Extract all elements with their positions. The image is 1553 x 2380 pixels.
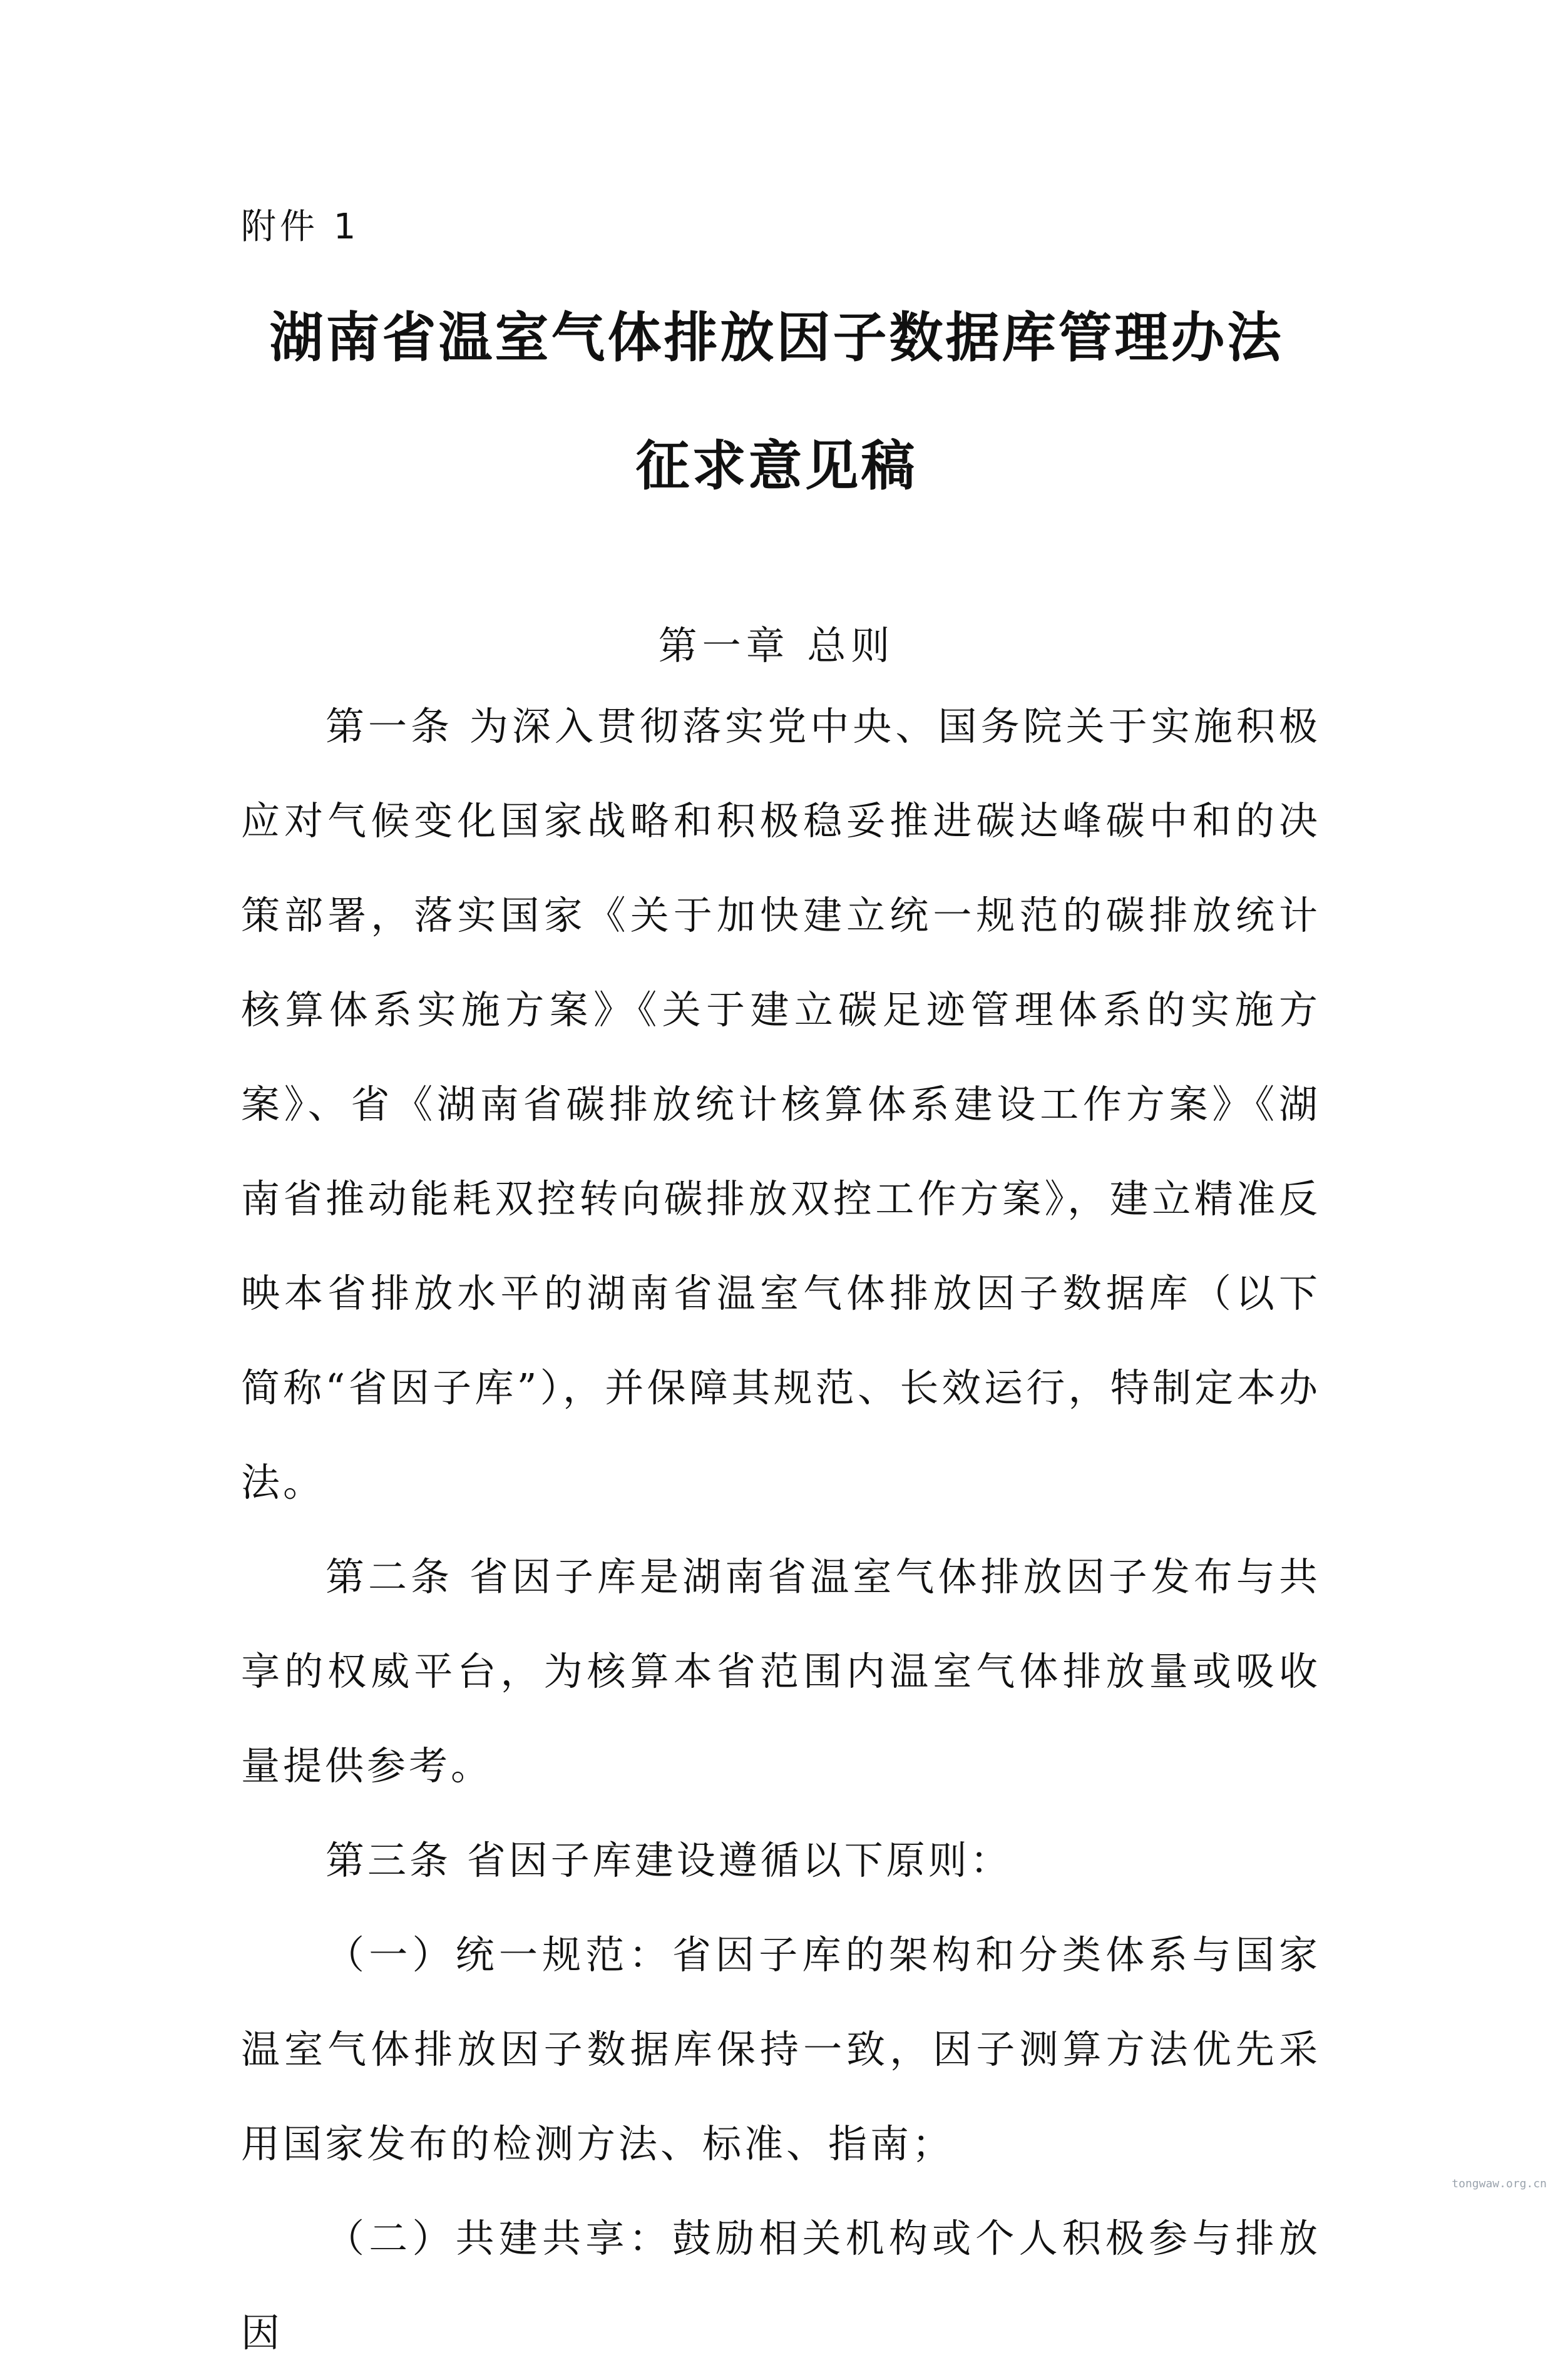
- article-3-item-2: （二）共建共享：鼓励相关机构或个人积极参与排放因: [241, 2215, 1321, 2356]
- article-1-paragraph: 第一条 为深入贯彻落实党中央、国务院关于实施积极应对气候变化国家战略和积极稳妥推进碳达峰碳中和的决策部署，落实国家《关于加快建立统一规范的碳排放统计核算体系实施方案》《关于建立碳足迹管理体系的实施方案》、省《湖南省碳排放统计核算体系建设工作方案》《湖南省推动能耗双控转向碳排放双控工作方案》，建立精准反映本省排放水平的湖南省温室气体排放因子数据库（以下简称“省因子库”），并保障其规范、长效运行，特制定本办法。: [241, 703, 1321, 1505]
- body-text: [241, 679, 1321, 2380]
- watermark: tongwaw.org.cn: [1452, 2177, 1547, 2190]
- attachment-label: 附件 1: [241, 207, 360, 247]
- article-3-item-1: （一）统一规范：省因子库的架构和分类体系与国家温室气体排放因子数据库保持一致，因子测算方法优先采用国家发布的检测方法、标准、指南；: [241, 1932, 1321, 2167]
- chapter-heading: 第一章 总则: [658, 623, 895, 668]
- document-title: 湖南省温室气体排放因子数据库管理办法: [269, 307, 1284, 369]
- article-2-paragraph: 第二条 省因子库是湖南省温室气体排放因子发布与共享的权威平台，为核算本省范围内温室气体排放量或吸收量提供参考。: [241, 1554, 1321, 1789]
- document-subtitle: 征求意见稿: [635, 435, 918, 498]
- article-3-paragraph: 第三条 省因子库建设遵循以下原则：: [325, 1837, 1012, 1883]
